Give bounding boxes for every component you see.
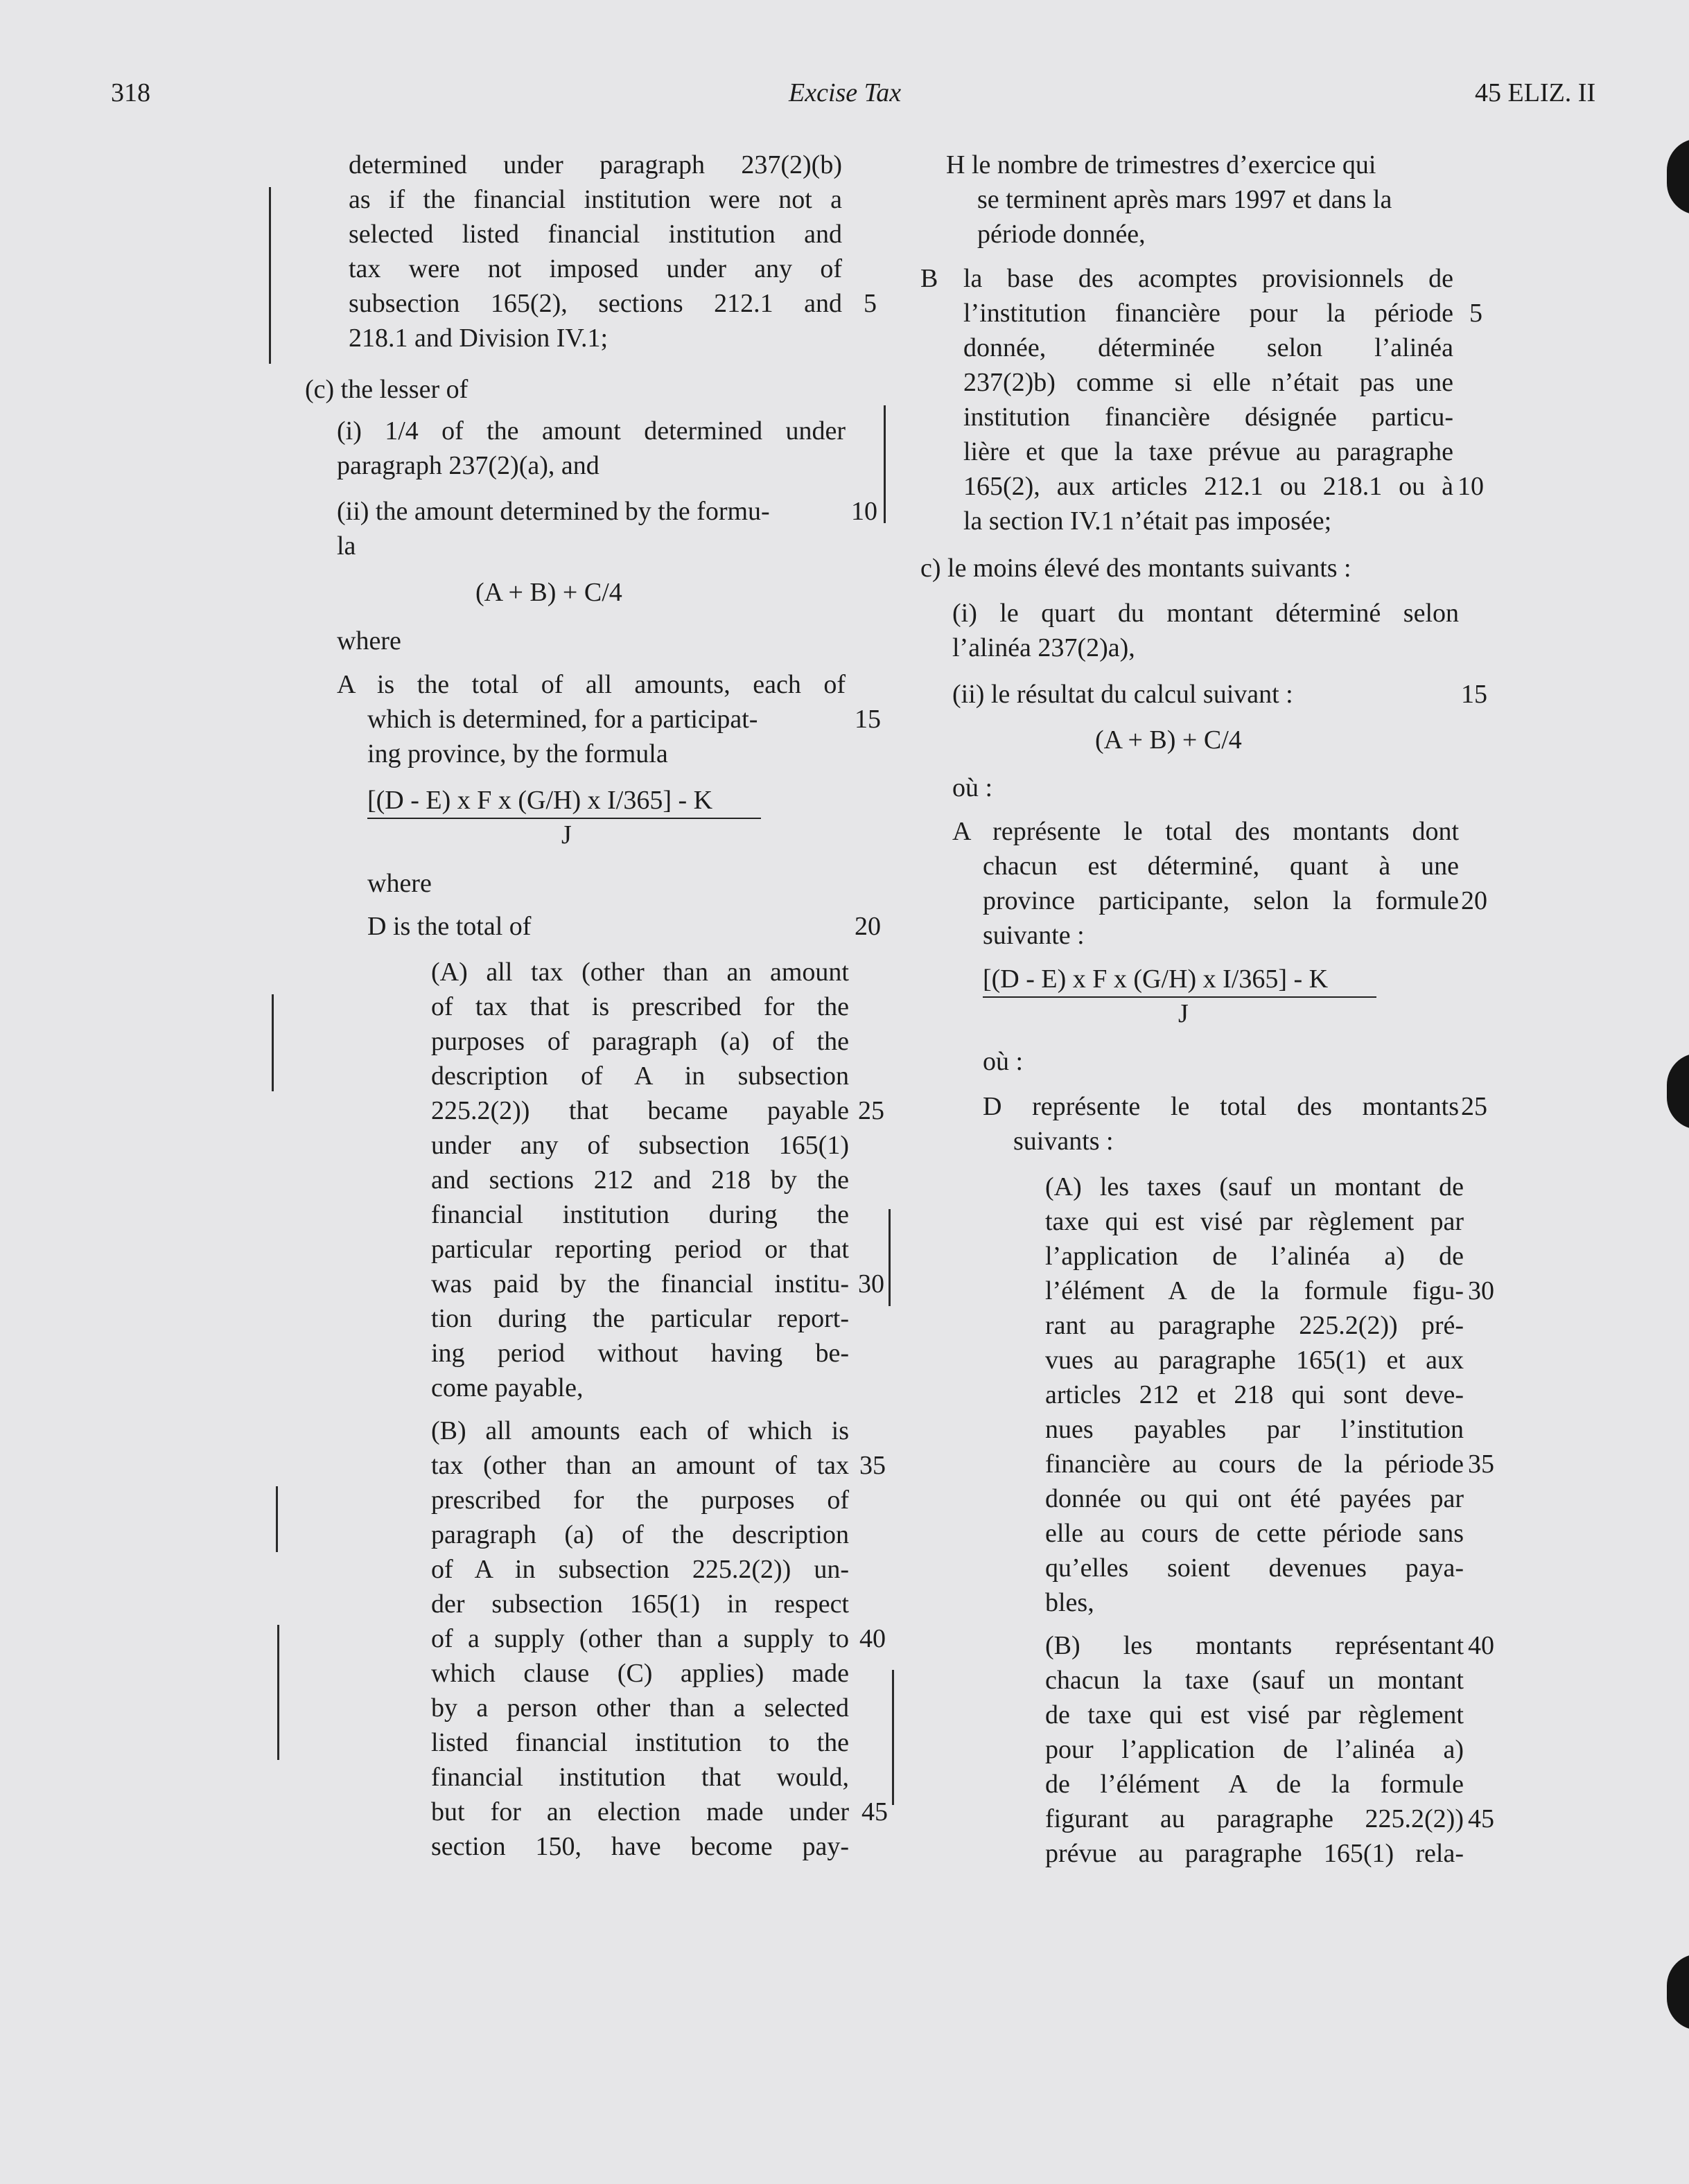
en-line-number: 35	[859, 1451, 886, 1480]
fr-line: période donnée,	[977, 220, 1146, 249]
en-line: under any of subsection 165(1)	[431, 1131, 849, 1160]
revision-bar	[269, 187, 271, 364]
fr-line: l’alinéa 237(2)a),	[952, 633, 1135, 662]
revision-bar	[889, 1209, 891, 1306]
en-line: la	[337, 531, 356, 561]
en-line: der subsection 165(1) in respect	[431, 1589, 849, 1619]
binder-hole	[1667, 1053, 1689, 1129]
en-line: paragraph (a) of the description	[431, 1520, 849, 1549]
fr-line: D représente le total des montants	[983, 1092, 1459, 1121]
en-line-number: 10	[851, 497, 877, 526]
en-line: where	[367, 869, 432, 898]
en-line: financial institution that would,	[431, 1763, 849, 1792]
en-line: tax were not imposed under any of	[349, 254, 842, 283]
revision-bar	[892, 1670, 894, 1805]
fr-line: la base des acomptes provisionnels de	[963, 264, 1453, 293]
en-line: selected listed financial institution and	[349, 220, 842, 249]
fr-line: suivants :	[1013, 1127, 1114, 1156]
running-title: Excise Tax	[789, 78, 902, 107]
fr-line: lière et que la taxe prévue au paragraphe	[963, 437, 1453, 466]
fr-line: taxe qui est visé par règlement par	[1045, 1207, 1464, 1236]
fr-line: A représente le total des montants dont	[952, 817, 1459, 846]
en-line: paragraph 237(2)(a), and	[337, 451, 600, 480]
regnal-year: 45 ELIZ. II	[1475, 78, 1596, 107]
en-line-number: 25	[858, 1096, 884, 1125]
en-line: (B) all amounts each of which is	[431, 1416, 849, 1445]
fr-line: articles 212 et 218 qui sont deve-	[1045, 1380, 1464, 1409]
en-line: tax (other than an amount of tax	[431, 1451, 849, 1480]
en-line: particular reporting period or that	[431, 1235, 849, 1264]
fr-line: nues payables par l’institution	[1045, 1415, 1464, 1444]
en-line: and sections 212 and 218 by the	[431, 1165, 849, 1195]
fr-line: financière au cours de la période	[1045, 1450, 1464, 1479]
fr-line-number: 5	[1469, 299, 1482, 328]
fr-line: l’institution financière pour la période	[963, 299, 1453, 328]
fr-line-number: 20	[1461, 886, 1487, 915]
en-line: D is the total of	[367, 912, 532, 941]
revision-bar	[277, 1625, 279, 1760]
en-line: of A in subsection 225.2(2)) un-	[431, 1555, 849, 1584]
fr-line: où :	[983, 1047, 1024, 1076]
en-line: listed financial institution to the	[431, 1728, 849, 1757]
en-line: as if the financial institution were not a	[349, 185, 842, 214]
fr-line: la section IV.1 n’était pas imposée;	[963, 507, 1332, 536]
en-line: subsection 165(2), sections 212.1 and	[349, 289, 842, 318]
fr-line: de l’élément A de la formule	[1045, 1770, 1464, 1799]
revision-bar	[884, 405, 886, 523]
fr-line: suivante :	[983, 921, 1085, 950]
fr-line: (ii) le résultat du calcul suivant :	[952, 680, 1293, 709]
fr-line: province participante, selon la formule	[983, 886, 1459, 915]
en-line: was paid by the financial institu-	[431, 1269, 849, 1298]
fr-line: rant au paragraphe 225.2(2)) pré-	[1045, 1311, 1464, 1340]
en-line: ing province, by the formula	[367, 739, 668, 768]
en-line: tion during the particular report-	[431, 1304, 849, 1333]
fr-line-number: 30	[1468, 1276, 1494, 1305]
en-line: section 150, have become pay-	[431, 1832, 849, 1861]
fr-formula-denominator: J	[1178, 999, 1189, 1028]
en-line-number: 40	[859, 1624, 886, 1653]
fr-line: figurant au paragraphe 225.2(2))	[1045, 1804, 1464, 1833]
en-line: by a person other than a selected	[431, 1693, 849, 1723]
fr-line: (B) les montants représentant	[1045, 1631, 1464, 1660]
en-line: of tax that is prescribed for the	[431, 992, 849, 1021]
en-line: which is determined, for a participat-	[367, 705, 758, 734]
en-line: (i) 1/4 of the amount determined under	[337, 416, 846, 446]
en-line: (A) all tax (other than an amount	[431, 958, 849, 987]
fr-line: bles,	[1045, 1588, 1094, 1617]
fr-line: de taxe qui est visé par règlement	[1045, 1700, 1464, 1729]
en-line: (c) the lesser of	[305, 375, 469, 404]
en-line: ing period without having be-	[431, 1339, 849, 1368]
en-formula-numerator: [(D - E) x F x (G/H) x I/365] - K	[367, 786, 713, 815]
en-line: 218.1 and Division IV.1;	[349, 324, 609, 353]
en-formula-denominator: J	[561, 820, 572, 849]
fr-formula: (A + B) + C/4	[1095, 725, 1242, 755]
fr-line: pour l’application de l’alinéa a)	[1045, 1735, 1464, 1764]
fr-line-number: 15	[1461, 680, 1487, 709]
fr-line: 237(2)b) comme si elle n’était pas une	[963, 368, 1453, 397]
fr-line: l’élément A de la formule figu-	[1045, 1276, 1464, 1305]
fr-line: qu’elles soient devenues paya-	[1045, 1553, 1464, 1583]
fr-line: elle au cours de cette période sans	[1045, 1519, 1464, 1548]
en-line: determined under paragraph 237(2)(b)	[349, 150, 842, 179]
en-line-number: 30	[858, 1269, 884, 1298]
fr-line: où :	[952, 773, 993, 802]
fr-line-number: 10	[1458, 472, 1484, 501]
en-line: A is the total of all amounts, each of	[337, 670, 846, 699]
fr-line: vues au paragraphe 165(1) et aux	[1045, 1346, 1464, 1375]
en-line: financial institution during the	[431, 1200, 849, 1229]
fr-formula-numerator: [(D - E) x F x (G/H) x I/365] - K	[983, 965, 1329, 994]
fr-line-number: 45	[1468, 1804, 1494, 1833]
en-line: (ii) the amount determined by the formu-	[337, 497, 770, 526]
en-formula: (A + B) + C/4	[475, 578, 622, 607]
en-line: description of A in subsection	[431, 1062, 849, 1091]
fr-line: (i) le quart du montant déterminé selon	[952, 599, 1459, 628]
fr-line: chacun est déterminé, quant à une	[983, 852, 1459, 881]
fr-line: (A) les taxes (sauf un montant de	[1045, 1172, 1464, 1201]
en-line: 225.2(2)) that became payable	[431, 1096, 849, 1125]
en-line: which clause (C) applies) made	[431, 1659, 849, 1688]
fr-line: se terminent après mars 1997 et dans la	[977, 185, 1392, 214]
fr-line-number: 40	[1468, 1631, 1494, 1660]
fr-line: chacun la taxe (sauf un montant	[1045, 1666, 1464, 1695]
fr-line: B	[920, 264, 938, 293]
en-line: purposes of paragraph (a) of the	[431, 1027, 849, 1056]
fr-line: l’application de l’alinéa a) de	[1045, 1242, 1464, 1271]
en-line-number: 5	[864, 289, 877, 318]
fr-line: H le nombre de trimestres d’exercice qui	[946, 150, 1376, 179]
en-line-number: 45	[861, 1797, 888, 1826]
fr-line: prévue au paragraphe 165(1) rela-	[1045, 1839, 1464, 1868]
fr-line: c) le moins élevé des montants suivants :	[920, 554, 1351, 583]
fr-line: donnée ou qui ont été payées par	[1045, 1484, 1464, 1513]
fr-line-number: 25	[1461, 1092, 1487, 1121]
binder-hole	[1667, 1954, 1689, 2030]
en-line: prescribed for the purposes of	[431, 1486, 849, 1515]
fr-line: 165(2), aux articles 212.1 ou 218.1 ou à	[963, 472, 1453, 501]
fr-line: donnée, déterminée selon l’alinéa	[963, 333, 1453, 362]
en-line: but for an election made under	[431, 1797, 849, 1826]
binder-hole	[1667, 139, 1689, 215]
page-number: 318	[111, 78, 150, 107]
revision-bar	[276, 1486, 278, 1552]
fr-line: institution financière désignée particu-	[963, 403, 1453, 432]
en-line: where	[337, 626, 401, 655]
revision-bar	[272, 994, 274, 1091]
en-line: come payable,	[431, 1373, 584, 1402]
fr-line-number: 35	[1468, 1450, 1494, 1479]
en-line-number: 15	[855, 705, 881, 734]
en-line-number: 20	[855, 912, 881, 941]
en-line: of a supply (other than a supply to	[431, 1624, 849, 1653]
